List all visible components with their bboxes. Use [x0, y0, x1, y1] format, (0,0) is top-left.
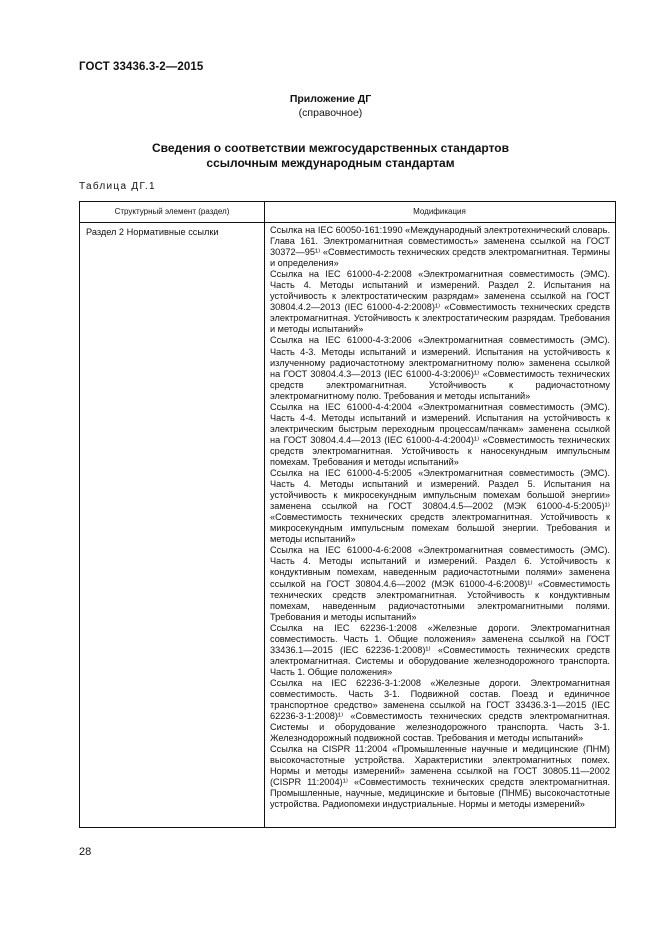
header-divider: [80, 222, 615, 223]
modification-paragraph: Ссылка на IEC 61000-4-6:2008 «Электромагнитная совместимость (ЭМС). Часть 4. Методы испытаний и измерений. Раздел 6. Устойчивость к кондуктивным помехам, наведенным радиочастотными полями» заменена ссылкой на ГОСТ 30804.4.6—2002 (МЭК 61000-4-6:2008)¹⁾ «Совместимость технических средств электромагнитная. Устойчивость к кондуктивным помехам, наведенным радиочастотными электромагнитными полями. Требования и методы испытаний»: [270, 545, 610, 622]
modification-paragraph: Ссылка на IEC 60050-161:1990 «Международный электротехнический словарь. Глава 161. Электромагнитная совместимость» заменена ссылкой на ГОСТ 30372—95¹⁾ «Совместимость технических средств электромагнитная. Термины и определения»: [270, 225, 611, 269]
section-title-line2: ссылочным международным стандартам: [206, 156, 455, 170]
column-divider: [264, 202, 265, 827]
appendix-subtitle: (справочное): [298, 107, 363, 119]
modification-paragraph: Ссылка на IEC 61000-4-4:2004 «Электромагнитная совместимость (ЭМС). Часть 4-4. Методы испытаний и измерений. Испытания на устойчивость к электрическим быстрым переходным процессам/пачкам» заменена ссылкой на ГОСТ 30804.4.4—2013 (IEC 61000-4-4:2004)¹⁾ «Совместимость технических средств электромагнитная. Устойчивость к наносекундным импульсным помехам. Требования и методы испытаний»: [270, 401, 610, 467]
modification-paragraph: Ссылка на IEC 61000-4-3:2006 «Электромагнитная совместимость (ЭМС). Часть 4-3. Методы испытаний и измерений. Испытания на устойчивость к излученному радиочастотному электромагнитному полю» заменена ссылкой на ГОСТ 30804.4.3—2013 (IEC 61000-4-3:2006)¹⁾ «Совместимость технических средств электромагнитная. Устойчивость к радиочастотному электромагнитному полю. Требования и методы испытаний»: [270, 335, 610, 401]
modification-paragraph: Ссылка на IEC 61000-4-5:2005 «Электромагнитная совместимость (ЭМС). Часть 4. Методы испытаний и измерений. Раздел 5. Испытания на устойчивость к микросекундным импульсным помехам большой энергии» заменена ссылкой на ГОСТ 30804.4.5—2002 (МЭК 61000-4-5:2005)¹⁾ «Совместимость технических средств электромагнитная. Устойчивость к микросекундным импульсным помехам большой энергии. Требования и методы испытаний»: [270, 468, 610, 545]
references-table: [79, 201, 616, 828]
modification-paragraph: Ссылка на IEC 61000-4-2:2008 «Электромагнитная совместимость (ЭМС). Часть 4. Методы испытаний и измерений. Раздел 2. Испытания на устойчивость к электростатическим разрядам» заменена ссылкой на ГОСТ 30804.4.2—2013 (IEC 61000-4-2:2008)¹⁾ «Совместимость технических средств электромагнитная. Устойчивость к электростатическим разрядам. Требования и методы испытаний»: [270, 269, 610, 335]
column-header-modification: Модификация: [413, 207, 466, 216]
table-caption: Таблица ДГ.1: [79, 181, 156, 192]
page-number: 28: [79, 846, 92, 858]
structural-element-cell: Раздел 2 Нормативные ссылки: [86, 227, 219, 237]
modification-cell: [270, 225, 610, 810]
modification-paragraph: Ссылка на CISPR 11:2004 «Промышленные научные и медицинские (ПНМ) высокочастотные устройства. Характеристики электромагнитных помех. Нормы и методы измерений» заменена ссылкой на ГОСТ 30805.11—2002 (CISPR 11:2004)¹⁾ «Совместимость технических средств электромагнитная. Промышленные, научные, медицинские и бытовые (ПНМБ) высокочастотные устройства. Радиопомехи индустриальные. Нормы и методы измерений»: [270, 744, 610, 810]
section-title-line1: Сведения о соответствии межгосударственных стандартов: [152, 141, 509, 155]
modification-paragraph: Ссылка на IEC 62236-1:2008 «Железные дороги. Электромагнитная совместимость. Часть 1. Общие положения» заменена ссылкой на ГОСТ 33436.1—2015 (IEC 62236-1:2008)¹⁾ «Совместимость технических средств электромагнитная. Системы и оборудование железнодорожного транспорта. Часть 1. Общие положения»: [270, 622, 610, 677]
column-header-element: Структурный элемент (раздел): [114, 207, 230, 216]
modification-paragraph: Ссылка на IEC 62236-3-1:2008 «Железные дороги. Электромагнитная совместимость. Часть 3-1. Подвижной состав. Поезд и единичное транспортное средство» заменена ссылкой на ГОСТ 33436.3-1—2015 (IEC 62236-3-1:2008)¹⁾ «Совместимость технических средств электромагнитная. Системы и оборудование железнодорожного транспорта. Часть 3-1. Железнодорожный подвижной состав. Требования и методы испытаний»: [270, 677, 610, 744]
appendix-title: Приложение ДГ: [289, 93, 372, 105]
document-header: ГОСТ 33436.3-2—2015: [79, 61, 204, 73]
